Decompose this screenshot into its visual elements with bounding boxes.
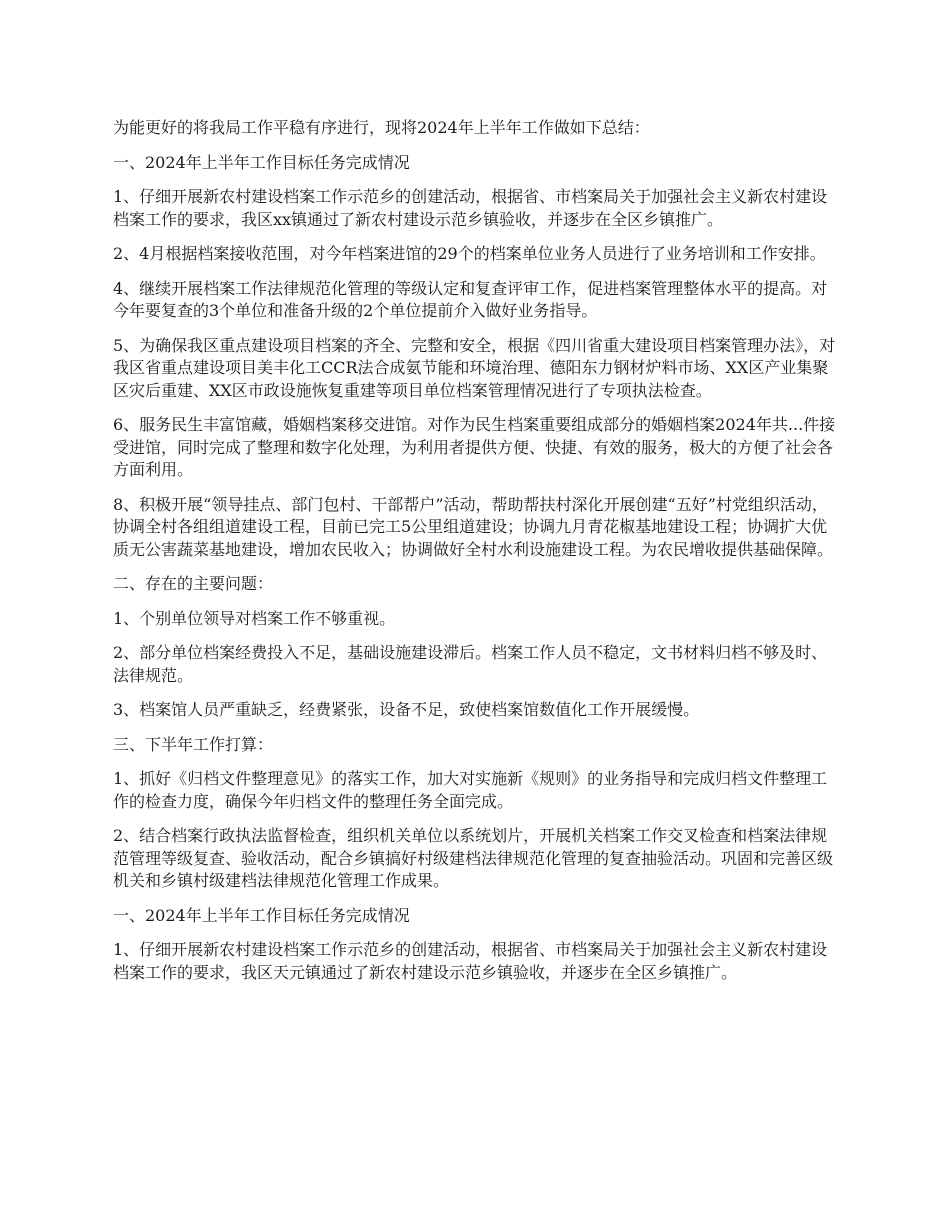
section1-item-5: 5、为确保我区重点建设项目档案的齐全、完整和安全，根据《四川省重大建设项目档案管理办法》，对我区省重点建设项目美丰化工CCR法合成氨节能和环境治理、德阳东力钢材炉料市场、XX区产业集聚区灾后重建、XX区市政设施恢复重建等项目单位档案管理情况进行了专项执法检查。 (113, 335, 836, 400)
section1-item-8: 8、积极开展“领导挂点、部门包村、干部帮户”活动，帮助帮扶村深化开展创建“五好”村党组织活动，协调全村各组组道建设工程，目前已完工5公里组道建设；协调九月青花椒基地建设工程；协调扩大优质无公害蔬菜基地建设，增加农民收入；协调做好全村水利设施建设工程。为农民增收提供基础保障。 (113, 494, 834, 559)
section-heading-2: 二、存在的主要问题： (113, 574, 274, 593)
section-heading-3: 三、下半年工作打算： (113, 734, 274, 754)
section1-item-1: 1、仔细开展新农村建设档案工作示范乡的创建活动，根据省、市档案局关于加强社会主义新农村建设档案工作的要求，我区xx镇通过了新农村建设示范乡镇验收，并逐步在全区乡镇推广。 (113, 187, 828, 229)
section3-item-1: 1、抓好《归档文件整理意见》的落实工作，加大对实施新《规则》的业务指导和完成归档文件整理工作的检查力度，确保今年归档文件的整理任务全面完成。 (113, 769, 828, 811)
section4-item-1: 1、仔细开展新农村建设档案工作示范乡的创建活动，根据省、市档案局关于加强社会主义新农村建设档案工作的要求，我区天元镇通过了新农村建设示范乡镇验收，并逐步在全区乡镇推广。 (113, 940, 828, 982)
section2-item-1: 1、个别单位领导对档案工作不够重视。 (113, 608, 396, 628)
section1-item-2: 2、4月根据档案接收范围，对今年档案进馆的29个的档案单位业务人员进行了业务培训和工作安排。 (113, 244, 826, 263)
section2-item-3: 3、档案馆人员严重缺乏，经费紧张，设备不足，致使档案馆数值化工作开展缓慢。 (113, 700, 700, 719)
section-heading-4: 一、2024年上半年工作目标任务完成情况 (113, 905, 410, 925)
section2-item-2: 2、部分单位档案经费投入不足，基础设施建设滞后。档案工作人员不稳定，文书材料归档不够及时、法律规范。 (113, 643, 828, 685)
section3-item-2: 2、结合档案行政执法监督检查，组织机关单位以系统划片，开展机关档案工作交叉检查和档案法律规范管理等级复查、验收活动，配合乡镇搞好村级建档法律规范化管理的复查抽验活动。巩固和完善区级机关和乡镇村级建档法律规范化管理工作成果。 (113, 826, 834, 890)
section1-item-4: 4、继续开展档案工作法律规范化管理的等级认定和复查评审工作，促进档案管理整体水平的提高。对今年要复查的3个单位和准备升级的2个单位提前介入做好业务指导。 (113, 278, 828, 320)
section-heading-1: 一、2024年上半年工作目标任务完成情况 (113, 152, 410, 172)
document-body (113, 117, 843, 996)
section1-item-6: 6、服务民生丰富馆藏，婚姻档案移交进馆。对作为民生档案重要组成部分的婚姻档案2024年共...件接受进馆，同时完成了整理和数字化处理，为利用者提供方便、快捷、有效的服务，极大的方便了社会各方面利用。 (113, 415, 836, 479)
intro-paragraph: 为能更好的将我局工作平稳有序进行，现将2024年上半年工作做如下总结： (113, 118, 650, 137)
